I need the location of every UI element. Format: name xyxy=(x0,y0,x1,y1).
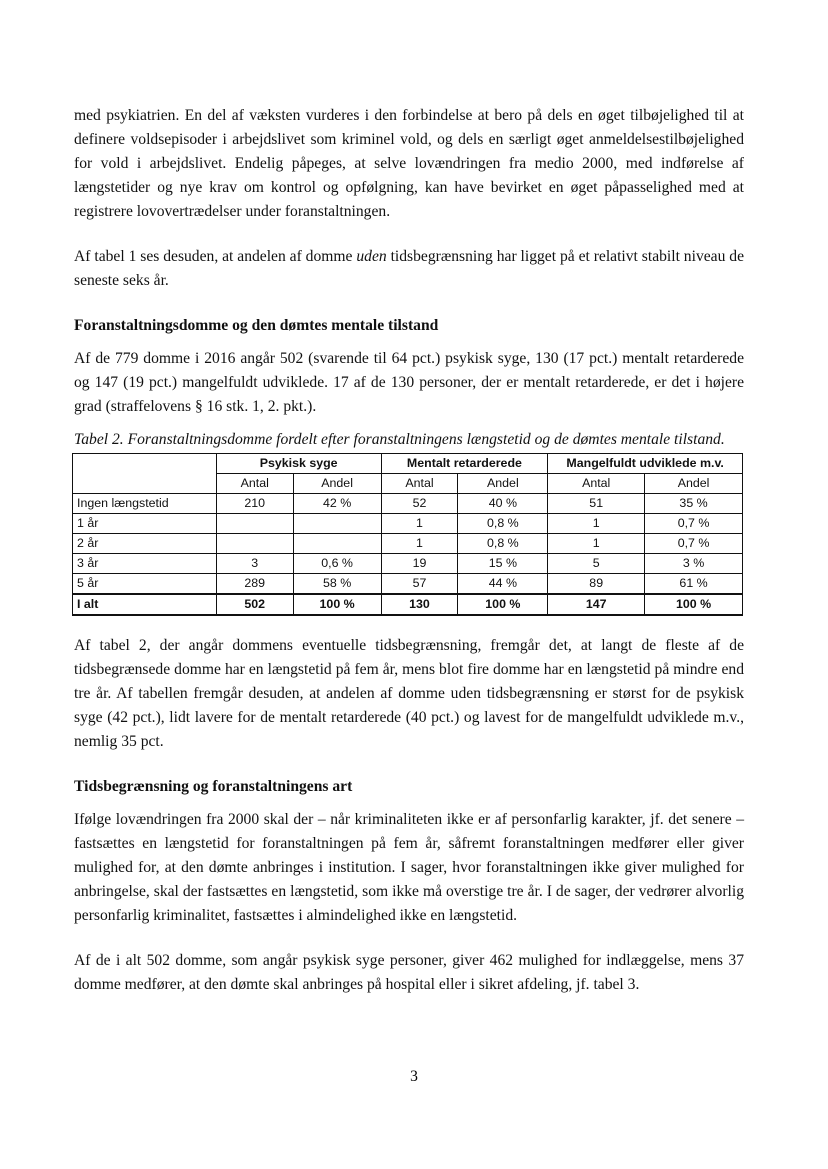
table-row xyxy=(73,514,743,534)
paragraph-table2-analysis: Af tabel 2, der angår dommens eventuelle tidsbegrænsning, fremgår det, at langt de fleste af de tidsbegrænsede domme har en længstetid på fem år, mens blot fire domme har en længstetid på mindre end tre år. Af tabellen fremgår desuden, at andelen af domme uden tidsbegrænsning er størst for de psykisk syge (42 pct.), lidt lavere for de mentalt retarderede (40 pct.) og lavest for de mangelfuldt udviklede m.v., nemlig 35 pct. xyxy=(74,637,744,750)
cell-count: 1 xyxy=(381,534,458,554)
table-total-row xyxy=(73,594,743,615)
cell-count: 1 xyxy=(548,514,645,534)
section-heading-time-limit: Tidsbegrænsning og foranstaltningens art xyxy=(74,778,353,795)
row-label: 5 år xyxy=(73,574,217,595)
paragraph-table1-note xyxy=(74,245,744,293)
subheader: Andel xyxy=(458,474,548,494)
cell-count: 130 xyxy=(381,594,458,615)
cell-share: 100 % xyxy=(458,594,548,615)
paragraph-psychiatric-cases: Af de i alt 502 domme, som angår psykisk syge personer, giver 462 mulighed for indlæggelse, mens 37 domme medfører, at den dømte skal anbringes på hospital eller i sikret afdeling, jf. tabel 3. xyxy=(74,952,744,993)
group-header: Psykisk syge xyxy=(216,454,381,474)
cell-count: 502 xyxy=(216,594,293,615)
cell-count: 1 xyxy=(548,534,645,554)
cell-share xyxy=(293,514,381,534)
paragraph-intro: med psykiatrien. En del af væksten vurderes i den forbindelse at bero på dels en øget tilbøjelighed til at definere voldsepisoder i arbejdslivet som kriminel vold, og dels en særligt øget anmeldelsestilbøjelighed for vold i arbejdslivet. Endelig påpeges, at selve lovændringen fra medio 2000, med indførelse af længstetider og nye krav om kontrol og opfølgning, kan have bevirket en øget påpasselighed med at registrere lovovertrædelser under foranstaltningen. xyxy=(74,107,744,220)
cell-share: 15 % xyxy=(458,554,548,574)
table-body xyxy=(73,494,743,616)
cell-share: 0,8 % xyxy=(458,514,548,534)
group-header: Mentalt retarderede xyxy=(381,454,548,474)
cell-share: 0,8 % xyxy=(458,534,548,554)
table-row xyxy=(73,494,743,514)
subheader: Andel xyxy=(293,474,381,494)
cell-share: 0,7 % xyxy=(645,514,743,534)
cell-count xyxy=(216,534,293,554)
cell-count: 5 xyxy=(548,554,645,574)
para2-after: tidsbegrænsning har ligget på et relativt stabilt niveau de seneste seks år. xyxy=(74,248,744,289)
cell-count: 1 xyxy=(381,514,458,534)
cell-share: 35 % xyxy=(645,494,743,514)
cell-share: 3 % xyxy=(645,554,743,574)
paragraph-mental-state: Af de 779 domme i 2016 angår 502 (svarende til 64 pct.) psykisk syge, 130 (17 pct.) mentalt retarderede og 147 (19 pct.) mangelfuldt udviklede. 17 af de 130 personer, der er mentalt retarderede, er det i højere grad (straffelovens § 16 stk. 1, 2. pkt.). xyxy=(74,350,744,415)
row-label: 2 år xyxy=(73,534,217,554)
cell-share: 0,6 % xyxy=(293,554,381,574)
table-row xyxy=(73,534,743,554)
table-corner xyxy=(73,454,217,494)
cell-count: 289 xyxy=(216,574,293,595)
cell-share: 44 % xyxy=(458,574,548,595)
group-header: Mangelfuldt udviklede m.v. xyxy=(548,454,743,474)
subheader: Antal xyxy=(216,474,293,494)
cell-count: 210 xyxy=(216,494,293,514)
row-label: I alt xyxy=(73,594,217,615)
cell-count: 89 xyxy=(548,574,645,595)
cell-share: 100 % xyxy=(293,594,381,615)
document-page xyxy=(74,104,744,997)
cell-share: 42 % xyxy=(293,494,381,514)
para2-emphasis: uden xyxy=(356,248,387,265)
cell-count: 147 xyxy=(548,594,645,615)
table-row xyxy=(73,554,743,574)
cell-share xyxy=(293,534,381,554)
cell-count: 51 xyxy=(548,494,645,514)
paragraph-law-change: Ifølge lovændringen fra 2000 skal der – når kriminaliteten ikke er af personfarlig karakter, jf. det senere – fastsættes en længstetid for foranstaltningen på fem år, såfremt foranstaltningen medfører eller giver mulighed for, at den dømte anbringes i institution. I sager, hvor foranstaltningen ikke giver mulighed for anbringelse, skal der fastsættes en længstetid, som ikke må overstige tre år. I de sager, der vedrører alvorlig personfarlig kriminalitet, fastsættes i almindelighed ikke en længstetid. xyxy=(74,811,744,924)
cell-count: 19 xyxy=(381,554,458,574)
row-label: 1 år xyxy=(73,514,217,534)
cell-count: 3 xyxy=(216,554,293,574)
row-label: Ingen længstetid xyxy=(73,494,217,514)
para2-before: Af tabel 1 ses desuden, at andelen af domme xyxy=(74,248,357,265)
cell-share: 100 % xyxy=(645,594,743,615)
table-caption: Tabel 2. Foranstaltningsdomme fordelt efter foranstaltningens længstetid og de dømtes mentale tilstand. xyxy=(74,431,725,448)
table-row xyxy=(73,574,743,595)
row-label: 3 år xyxy=(73,554,217,574)
section-heading-mental-state: Foranstaltningsdomme og den dømtes mentale tilstand xyxy=(74,317,439,334)
cell-share: 61 % xyxy=(645,574,743,595)
data-table xyxy=(72,453,743,616)
cell-share: 0,7 % xyxy=(645,534,743,554)
subheader: Antal xyxy=(381,474,458,494)
cell-share: 40 % xyxy=(458,494,548,514)
cell-count xyxy=(216,514,293,534)
cell-count: 57 xyxy=(381,574,458,595)
cell-count: 52 xyxy=(381,494,458,514)
subheader: Andel xyxy=(645,474,743,494)
cell-share: 58 % xyxy=(293,574,381,595)
subheader: Antal xyxy=(548,474,645,494)
page-number: 3 xyxy=(410,1068,418,1085)
